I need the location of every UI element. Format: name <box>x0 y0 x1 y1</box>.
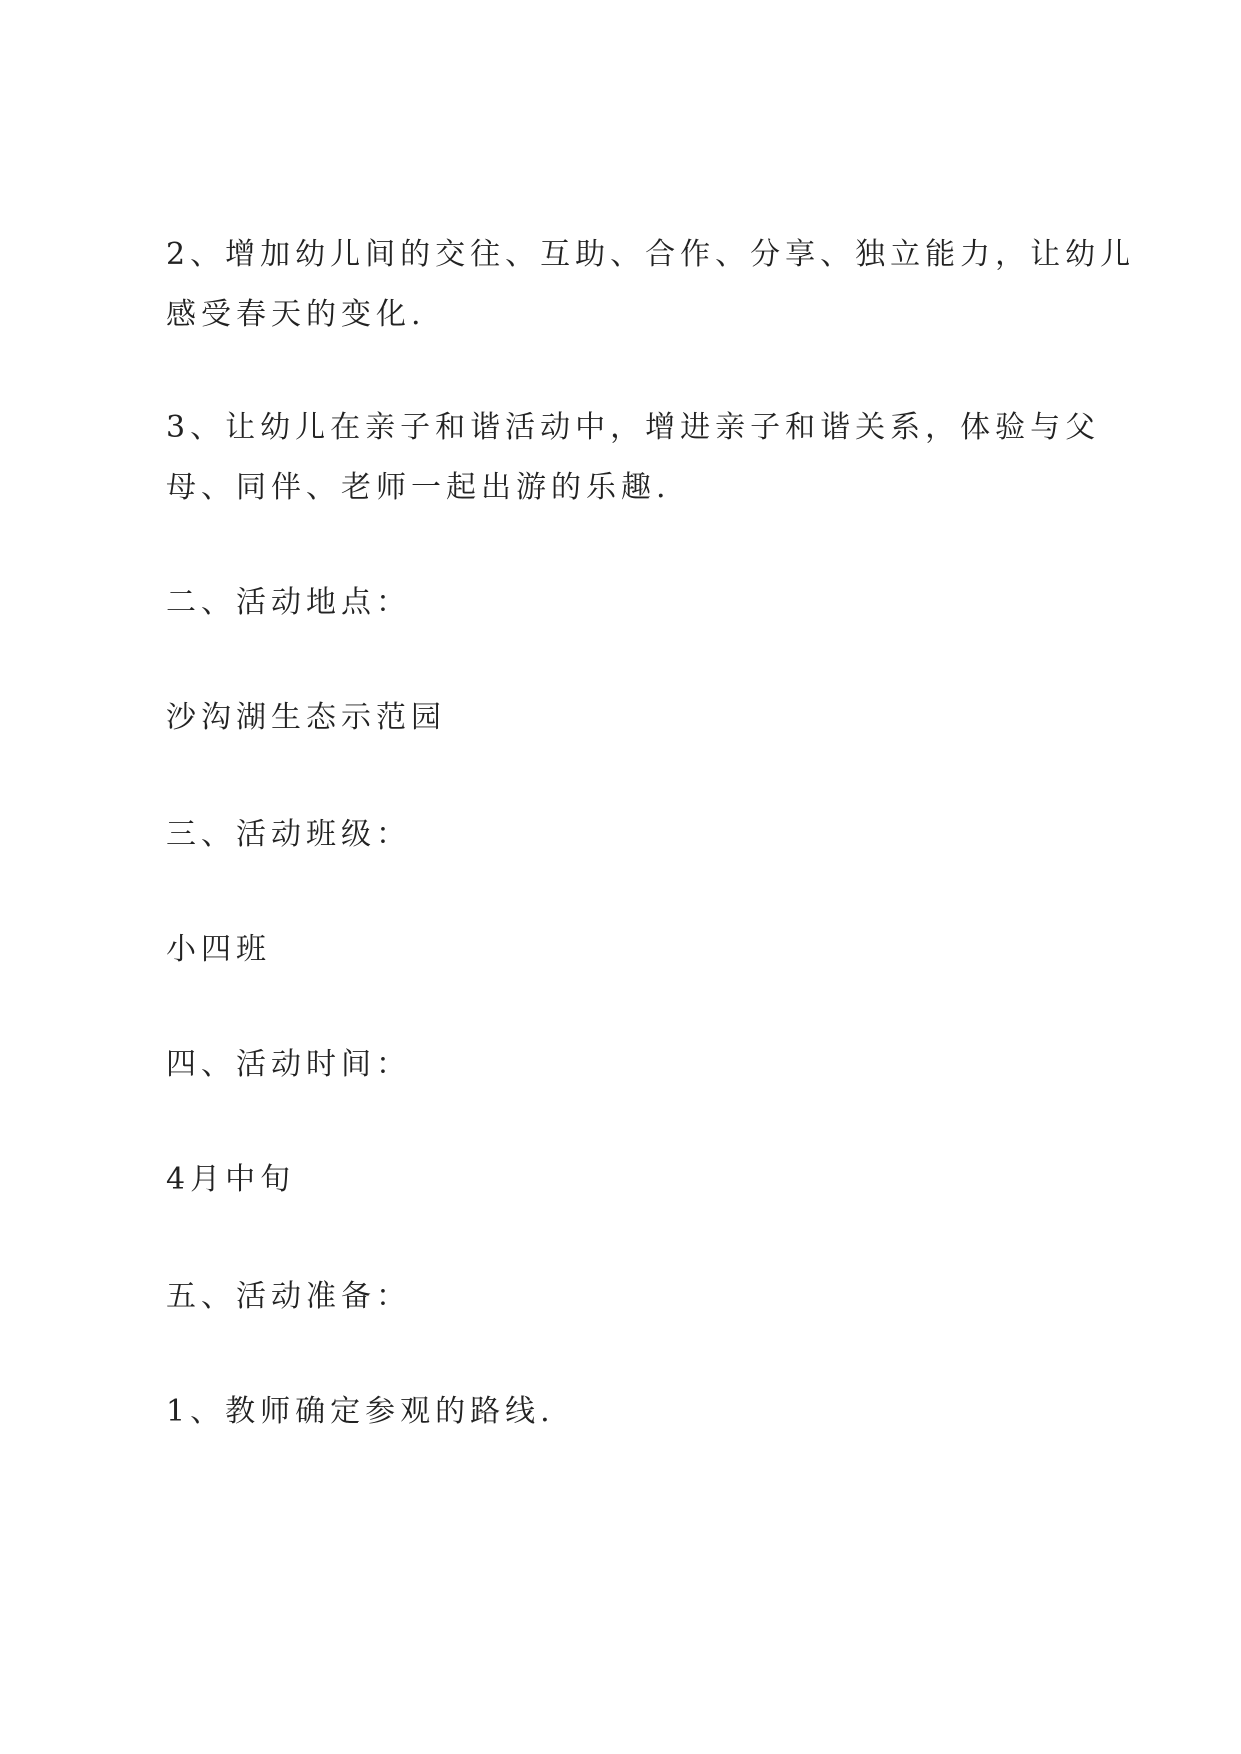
class-text: 小四班 <box>166 932 271 967</box>
section-heading-time: 四、活动时间： <box>166 1047 411 1082</box>
section-heading-location: 二、活动地点： <box>166 585 411 620</box>
objective-2-line-2: 感受春天的变化. <box>166 297 426 332</box>
objective-2-line-1: 2、增加幼儿间的交往、互助、合作、分享、独立能力，让幼儿 <box>166 237 1136 272</box>
time-text: 4月中旬 <box>166 1162 296 1197</box>
objective-3-line-2: 母、同伴、老师一起出游的乐趣. <box>166 470 671 505</box>
section-heading-class: 三、活动班级： <box>166 817 411 852</box>
objective-3-line-1: 3、让幼儿在亲子和谐活动中，增进亲子和谐关系，体验与父 <box>166 410 1101 445</box>
preparation-item-1: 1、教师确定参观的路线. <box>166 1394 555 1429</box>
location-text: 沙沟湖生态示范园 <box>166 700 446 735</box>
section-heading-preparation: 五、活动准备： <box>166 1279 411 1314</box>
